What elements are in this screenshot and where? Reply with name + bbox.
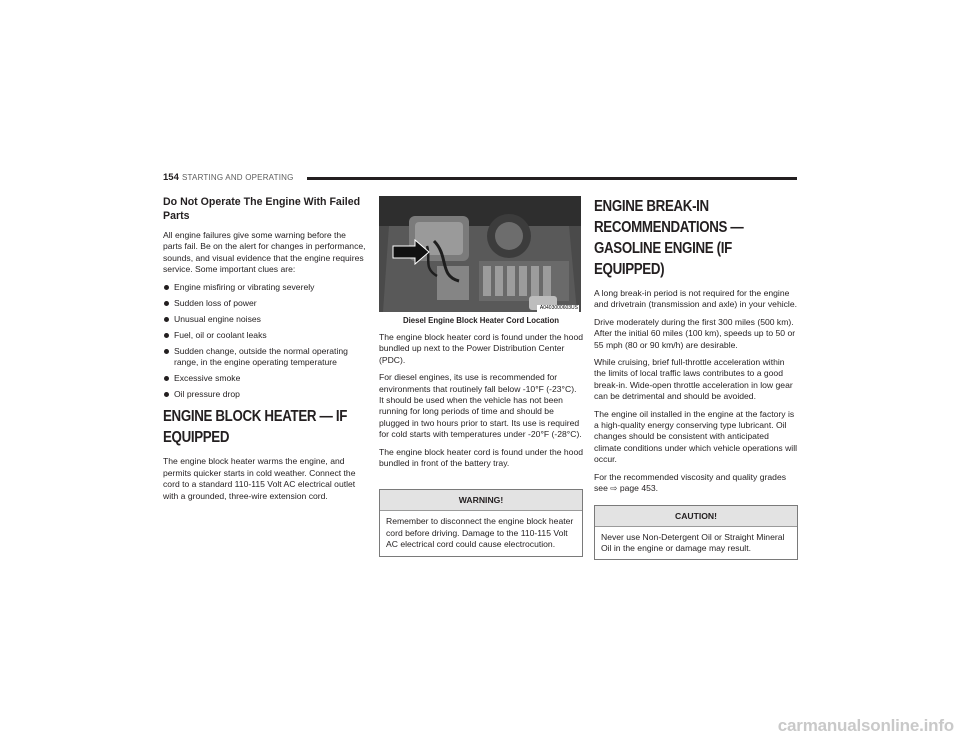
header-rule — [307, 177, 797, 180]
list-item: Unusual engine noises — [163, 314, 367, 325]
warning-title: WARNING! — [380, 490, 582, 511]
section-title: STARTING AND OPERATING — [182, 172, 294, 182]
break-in-heading-line1: ENGINE BREAK-IN RECOMMENDATIONS — — [594, 198, 744, 236]
break-in-heading — [594, 196, 800, 280]
caution-body: Never use Non-Detergent Oil or Straight Mineral Oil in the engine or damage may result. — [601, 531, 785, 553]
page-ref-link[interactable]: page 453. — [619, 483, 659, 494]
column-3 — [594, 196, 798, 560]
engine-bay-photo — [379, 196, 581, 312]
failed-parts-intro: All engine failures give some warning before the parts fail. Be on the alert for changes in performance, sounds, and visual evidence that the engine requires service. Some important clues are: — [163, 230, 366, 275]
break-in-heading-line2: GASOLINE ENGINE (IF EQUIPPED) — [594, 240, 732, 278]
block-heater-heading: ENGINE BLOCK HEATER — IF EQUIPPED — [163, 408, 348, 447]
figure-caption: Diesel Engine Block Heater Cord Location — [403, 316, 559, 325]
page-ref-arrow-icon: ⇨ — [610, 483, 618, 494]
figure-code: A0403000603US — [539, 305, 578, 311]
caution-title: CAUTION! — [595, 506, 797, 527]
cruising-text: While cruising, brief full-throttle acceleration within the limits of local traffic laws contributes to a good break-in. Wide-open throttle acceleration in low gear can be detrimental and should be avoided. — [594, 357, 793, 402]
caution-box — [594, 505, 798, 561]
break-in-intro: A long break-in period is not required for the engine and drivetrain (transmission and axle) in your vehicle. — [594, 288, 798, 310]
list-item: Sudden change, outside the normal operating range, in the engine operating temperature — [163, 346, 367, 369]
list-item: Excessive smoke — [163, 373, 367, 384]
heater-cord-location-text: The engine block heater cord is found under the hood bundled up next to the Power Distribution Center (PDC). — [379, 332, 584, 365]
page-header — [163, 172, 797, 186]
block-heater-body: The engine block heater warms the engine, and permits quicker starts in cold weather. Connect the cord to a standard 110-115 Volt AC electrical outlet with a grounded, three-wire extension cord. — [163, 456, 356, 501]
column-1 — [163, 196, 367, 508]
list-item: Sudden loss of power — [163, 298, 367, 309]
site-watermark: carmanualsonline.info — [777, 716, 954, 735]
diesel-usage-text: For diesel engines, its use is recommended for environments that routinely fall below -10°F (-23°C). It should be used when the vehicle has not been running for long periods of time and should be plugged in two hours prior to start. Its use is required for cold starts with temperatures under -20°F (-28°C). — [379, 372, 582, 440]
failed-parts-heading: Do Not Operate The Engine With Failed Parts — [163, 196, 361, 222]
list-item: Fuel, oil or coolant leaks — [163, 330, 367, 341]
list-item: Engine misfiring or vibrating severely — [163, 282, 367, 293]
battery-tray-text: The engine block heater cord is found under the hood bundled in front of the battery tray. — [379, 446, 584, 469]
list-item: Oil pressure drop — [163, 389, 367, 400]
warning-box — [379, 489, 583, 556]
page-number: 154 — [163, 172, 179, 183]
warning-clues-list — [163, 282, 367, 401]
warning-body: Remember to disconnect the engine block heater cord before driving. Damage to the 110-115 Volt AC electrical cord could cause electrocution. — [386, 516, 574, 550]
engine-oil-text: The engine oil installed in the engine at the factory is a high-quality energy conserving type lubricant. Oil changes should be consistent with anticipated climate conditions under which vehicle operations will occur. — [594, 408, 798, 465]
viscosity-reference — [594, 472, 798, 495]
column-2 — [379, 196, 583, 557]
engine-bay-illustration — [379, 196, 581, 312]
moderate-driving-text: Drive moderately during the first 300 miles (500 km). After the initial 60 miles (100 km), speeds up to 50 or 55 mph (80 or 90 km/h) are desirable. — [594, 316, 796, 350]
viscosity-ref-text: For the recommended viscosity and quality grades see — [594, 471, 787, 494]
